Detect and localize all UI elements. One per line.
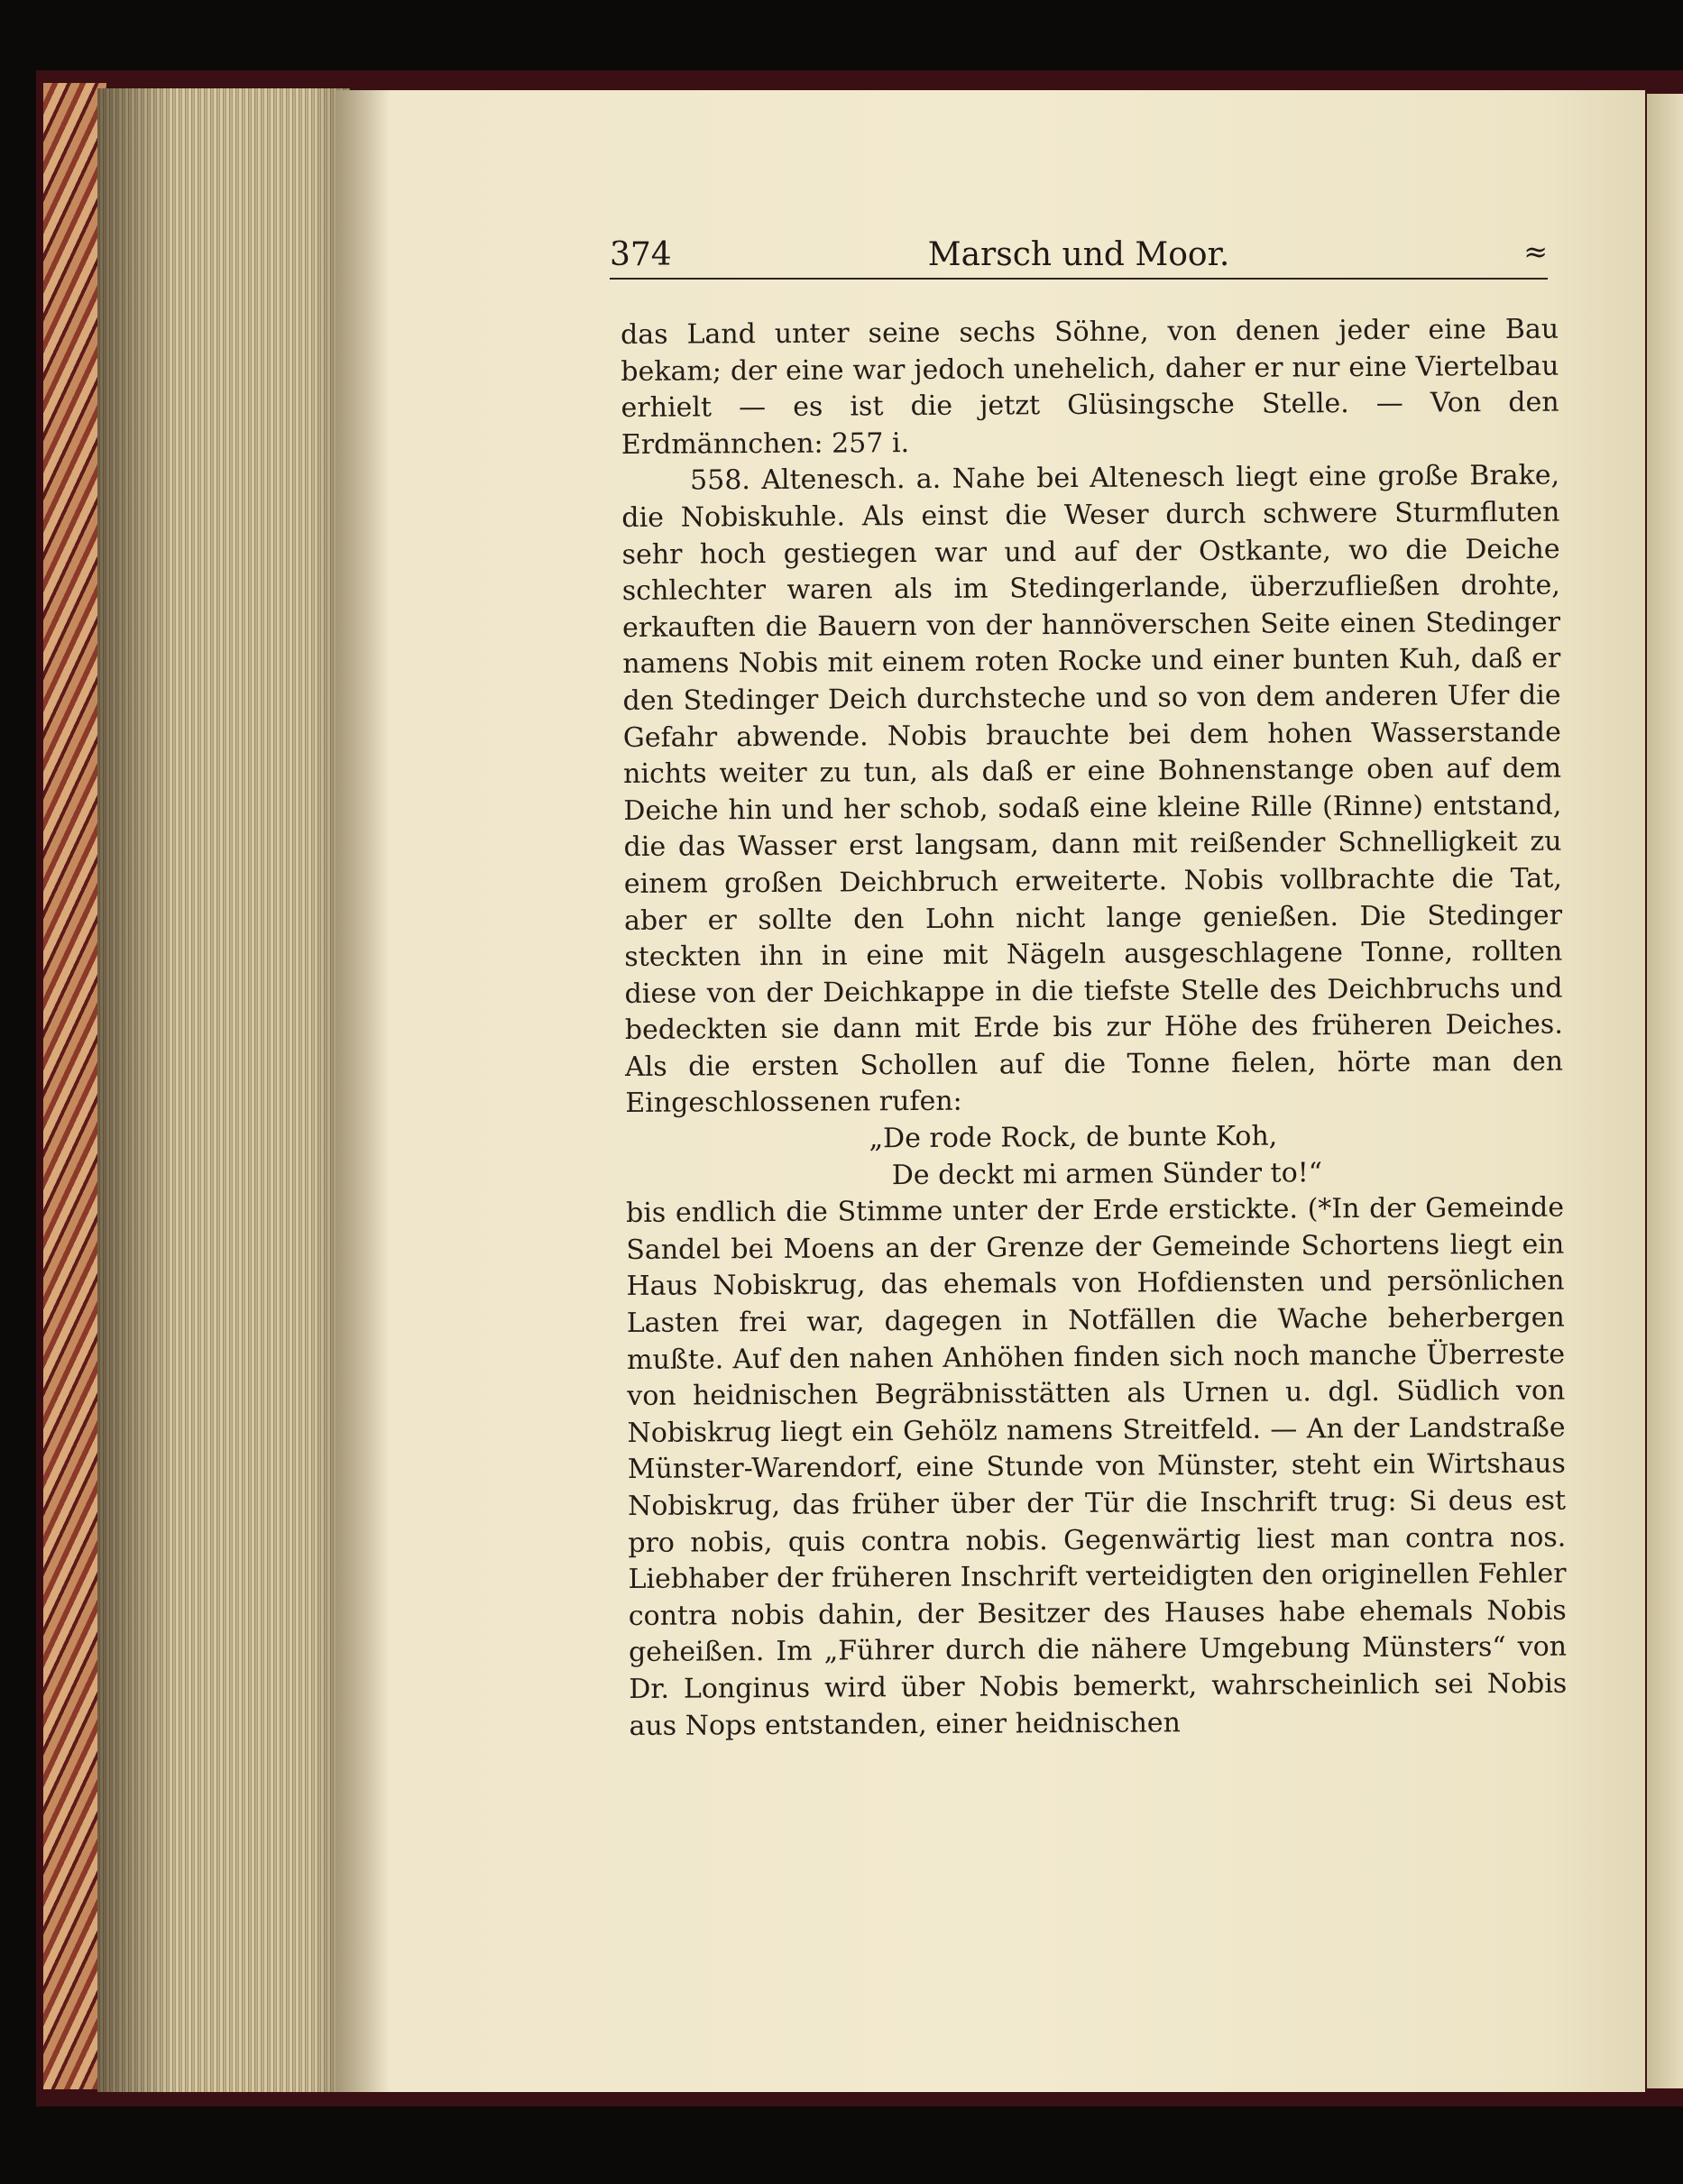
- verse-line-1: „De rode Rock, de bunte Koh,: [869, 1120, 1278, 1155]
- body-text: [621, 312, 1568, 1745]
- running-head: [610, 236, 1548, 280]
- ornament-icon: ≈: [1523, 234, 1548, 269]
- page-number: 374: [610, 236, 672, 273]
- paragraph-continuation: bis endlich die Stimme unter der Erde erstickte. (*In der Gemeinde Sandel bei Moens an der Grenze der Gemeinde Schortens liegt ein Haus Nobiskrug, das ehemals von Hofdiensten und persönlichen Lasten frei war, dagegen in Notfällen die Wache beherbergen mußte. Auf den nahen Anhöhen finden sich noch manche Überreste von heidnischen Begräbnisstätten als Urnen u. dgl. Südlich von Nobiskrug liegt ein Gehölz namens Streitfeld. — An der Landstraße Münster-Warendorf, eine Stunde von Münster, steht ein Wirtshaus Nobiskrug, das früher über der Tür die Inschrift trug: Si deus est pro nobis, quis contra nobis. Gegenwärtig liest man contra nos. Liebhaber der früheren Inschrift verteidigten den originellen Fehler contra nobis dahin, der Besitzer des Hauses habe ehemals Nobis geheißen. Im „Führer durch die nähere Umgebung Münsters“ von Dr. Longinus wird über Nobis bemerkt, wahrscheinlich sei Nobis aus Nops entstanden, einer heidnischen: [625, 1191, 1568, 1742]
- paragraph-558: 558. Altenesch. a. Nahe bei Altenesch liegt eine große Brake, die Nobiskuhle. Als einst die Weser durch schwere Sturmfluten sehr hoch gestiegen war und auf der Ostkante, wo die Deiche schlechter waren als im Stedingerlande, überzufließen drohte, erkauften die Bauern von der hannöverschen Seite einen Stedinger namens Nobis mit einem roten Rocke und einer bunten Kuh, daß er den Stedinger Deich durchsteche und so von dem anderen Ufer die Gefahr abwende. Nobis brauchte bei dem hohen Wasserstande nichts weiter zu tun, als daß er eine Bohnenstange oben auf dem Deiche hin und her schob, sodaß eine kleine Rille (Rinne) entstand, die das Wasser erst langsam, dann mit reißender Schnelligkeit zu einem großen Deichbruch erweiterte. Nobis vollbrachte die Tat, aber er sollte den Lohn nicht lange genießen. Die Stedinger steckten ihn in eine mit Nägeln ausgeschlagene Tonne, rollten diese von der Deichkappe in die tiefste Stelle des Deichbruchs und bedeckten sie dann mit Erde bis zur Höhe des früheren Deiches. Als die ersten Schollen auf die Tonne fielen, hörte man den Eingeschlossenen rufen:: [621, 460, 1564, 1120]
- facing-page-edge: [1647, 94, 1683, 2088]
- gutter-shadow: [336, 90, 390, 2092]
- verse-line-2: De deckt mi armen Sünder to!“: [891, 1156, 1323, 1191]
- running-title: Marsch und Moor.: [927, 236, 1230, 273]
- page-edges-shadow: [97, 88, 350, 2092]
- paragraph-intro: das Land unter seine sechs Söhne, von denen jeder eine Bau bekam; der eine war jedoch unehelich, daher er nur eine Viertelbau erhielt — es ist die jetzt Glüsingsche Stelle. — Von den Erdmännchen: 257 i.: [621, 313, 1559, 461]
